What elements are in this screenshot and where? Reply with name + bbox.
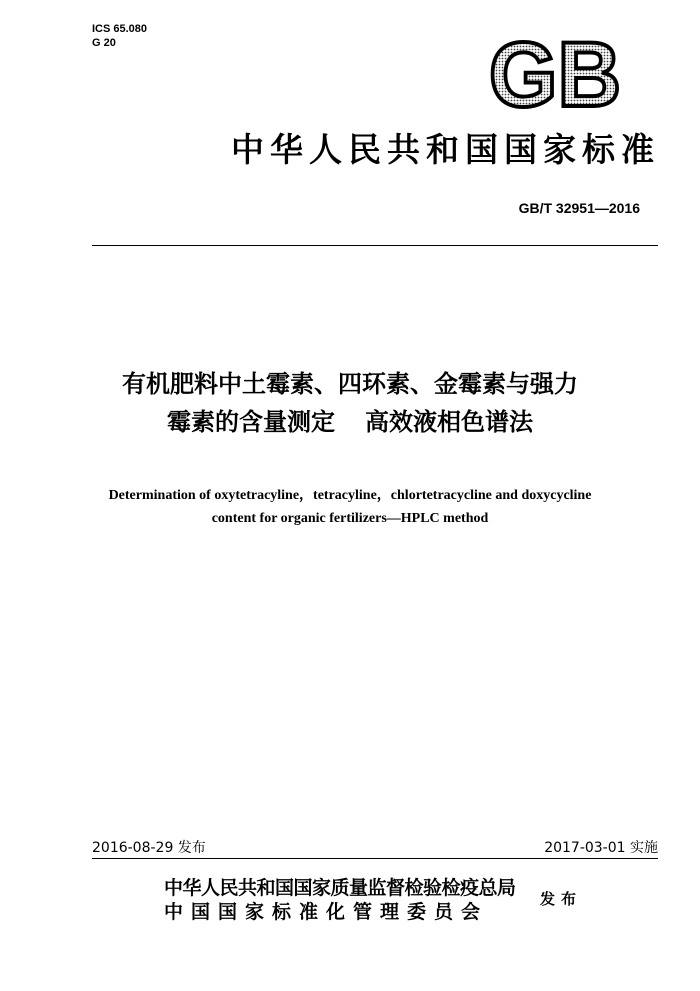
top-divider bbox=[92, 245, 658, 246]
national-standard-title: 中华人民共和国国家标准 bbox=[231, 130, 660, 169]
gb-logo-text: GB bbox=[489, 36, 621, 114]
chinese-title-line-2 bbox=[40, 403, 660, 441]
standard-number: GB/T 32951—2016 bbox=[518, 200, 640, 216]
bottom-divider bbox=[92, 858, 658, 859]
classification-codes bbox=[92, 22, 147, 50]
chinese-title bbox=[40, 365, 660, 441]
english-title-line-2: content for organic fertilizers—HPLC method bbox=[211, 511, 489, 526]
issuer-aqsiq: 中华人民共和国国家质量监督检验检疫总局 bbox=[164, 877, 516, 899]
chinese-title-line-2b: 高效液相色谱法 bbox=[365, 408, 533, 436]
english-title bbox=[40, 484, 660, 530]
chinese-title-line-1: 有机肥料中土霉素、四环素、金霉素与强力 bbox=[122, 370, 578, 398]
implementation-date: 2017-03-01 实施 bbox=[544, 840, 658, 856]
ics-code: ICS 65.080 bbox=[92, 23, 148, 35]
issuer-sac: 中国国家标准化管理委员会 bbox=[164, 901, 489, 923]
issuing-authorities bbox=[164, 876, 516, 924]
chinese-title-line-2a: 霉素的含量测定 bbox=[167, 408, 335, 436]
english-title-line-1: Determination of oxytetracyline，tetracyline，chlortetracycline and doxycycline bbox=[108, 488, 592, 503]
ccs-code: G 20 bbox=[92, 37, 116, 49]
publish-label: 发布 bbox=[540, 890, 583, 908]
issue-date: 2016-08-29 发布 bbox=[92, 840, 206, 856]
gb-logo bbox=[486, 36, 624, 114]
